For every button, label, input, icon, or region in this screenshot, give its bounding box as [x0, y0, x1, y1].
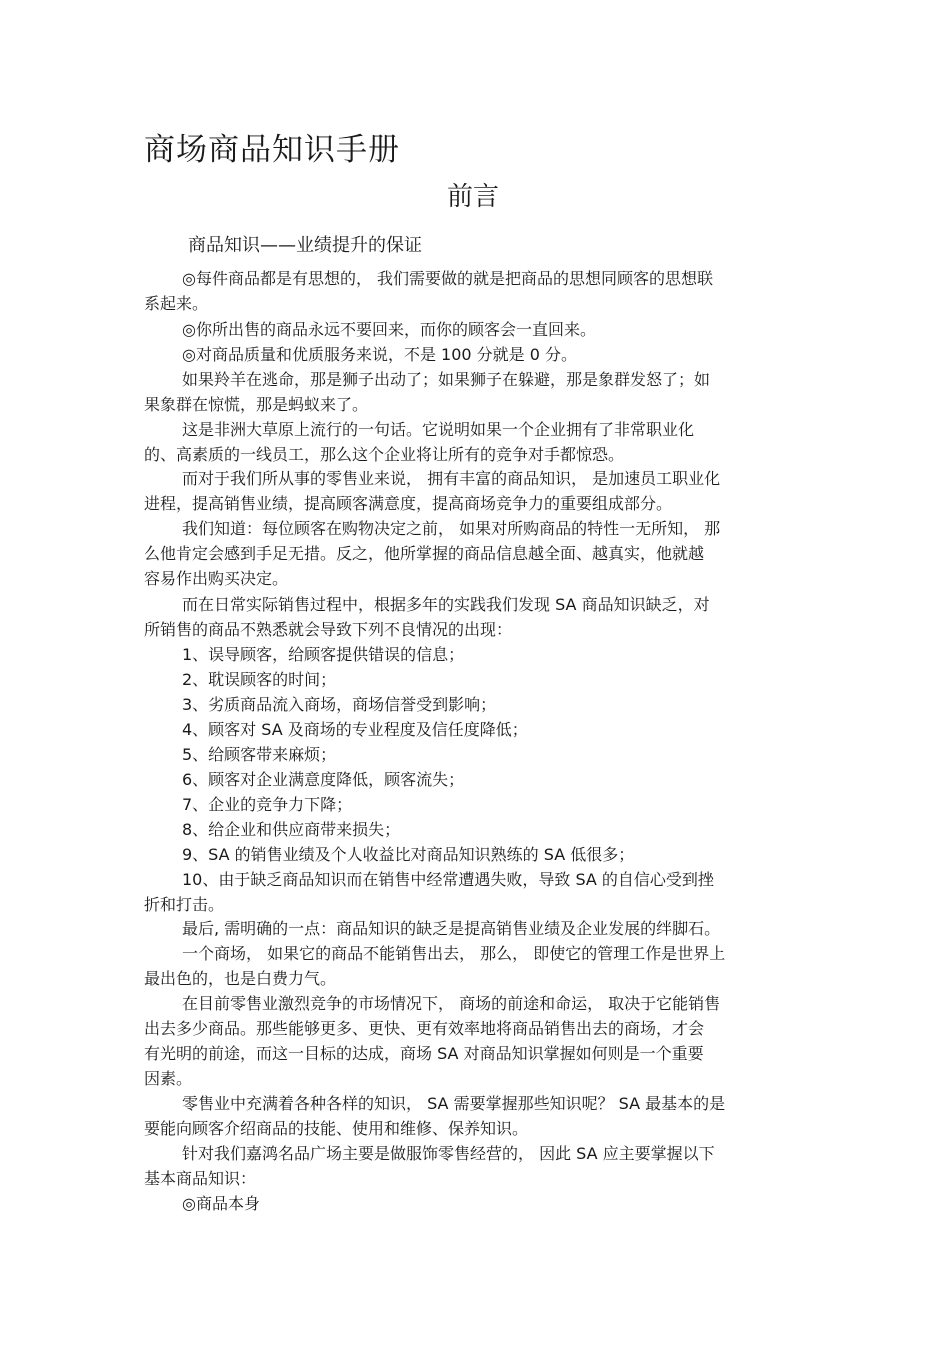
list-item: 9、SA 的销售业绩及个人收益比对商品知识熟练的 SA 低很多； — [182, 845, 635, 864]
text-line: 系起来。 — [144, 294, 209, 313]
text-line: 一个商场， 如果它的商品不能销售出去， 那么， 即使它的管理工作是世界上 — [182, 944, 726, 963]
text-line: 折和打击。 — [144, 895, 225, 914]
list-item: 10、由于缺乏商品知识而在销售中经常遭遇失败，导致 SA 的自信心受到挫 — [182, 870, 714, 889]
text-line: 有光明的前途，而这一目标的达成，商场 SA 对商品知识掌握如何则是一个重要 — [144, 1044, 704, 1063]
text-line: 进程，提高销售业绩，提高顾客满意度，提高商场竞争力的重要组成部分。 — [144, 494, 673, 513]
text-line: 在目前零售业激烈竞争的市场情况下， 商场的前途和命运， 取决于它能销售 — [182, 994, 721, 1013]
text-line: 要能向顾客介绍商品的技能、使用和维修、保养知识。 — [144, 1119, 529, 1138]
text-line: 果象群在惊慌，那是蚂蚁来了。 — [144, 395, 369, 414]
list-item: 7、企业的竞争力下降； — [182, 795, 353, 814]
text-line: 因素。 — [144, 1069, 193, 1088]
text-line: ◎商品本身 — [182, 1194, 260, 1213]
list-item: 6、顾客对企业满意度降低，顾客流失； — [182, 770, 465, 789]
list-item: 3、劣质商品流入商场，商场信誉受到影响； — [182, 695, 497, 714]
text-line: 么他肯定会感到手足无措。反之，他所掌握的商品信息越全面、越真实，他就越 — [144, 544, 705, 563]
list-item: 4、顾客对 SA 及商场的专业程度及信任度降低； — [182, 720, 528, 739]
list-item: 2、耽误顾客的时间； — [182, 670, 337, 689]
text-line: 所销售的商品不熟悉就会导致下列不良情况的出现： — [144, 620, 513, 639]
text-line: 这是非洲大草原上流行的一句话。它说明如果一个企业拥有了非常职业化 — [182, 420, 695, 439]
text-line: 而对于我们所从事的零售业来说， 拥有丰富的商品知识， 是加速员工职业化 — [182, 469, 721, 488]
text-line: 如果羚羊在逃命，那是狮子出动了；如果狮子在躲避，那是象群发怒了；如 — [182, 370, 711, 389]
text-line: ◎你所出售的商品永远不要回来，而你的顾客会一直回来。 — [182, 320, 596, 339]
text-line: 基本商品知识： — [144, 1169, 257, 1188]
document-title: 商场商品知识手册 — [144, 132, 400, 168]
text-line: 最出色的，也是白费力气。 — [144, 969, 337, 988]
text-line: 的、高素质的一线员工，那么这个企业将让所有的竞争对手都惊恐。 — [144, 445, 625, 464]
text-line: ◎对商品质量和优质服务来说，不是 100 分就是 0 分。 — [182, 345, 578, 364]
list-item: 8、给企业和供应商带来损失； — [182, 820, 401, 839]
list-item: 5、给顾客带来麻烦； — [182, 745, 337, 764]
text-line: 出去多少商品。那些能够更多、更快、更有效率地将商品销售出去的商场，才会 — [144, 1019, 705, 1038]
text-line: 零售业中充满着各种各样的知识， SA 需要掌握那些知识呢？ SA 最基本的是 — [182, 1094, 726, 1113]
text-line: ◎每件商品都是有思想的， 我们需要做的就是把商品的思想同顾客的思想联 — [182, 269, 714, 288]
section-subheading: 商品知识——业绩提升的保证 — [188, 235, 422, 256]
text-line: 针对我们嘉鸿名品广场主要是做服饰零售经营的， 因此 SA 应主要掌握以下 — [182, 1144, 715, 1163]
text-line: 容易作出购买决定。 — [144, 569, 289, 588]
list-item: 1、误导顾客，给顾客提供错误的信息； — [182, 645, 465, 664]
text-line: 我们知道：每位顾客在购物决定之前， 如果对所购商品的特性一无所知， 那 — [182, 519, 721, 538]
preface-heading: 前言 — [447, 182, 500, 212]
text-line: 最后, 需明确的一点：商品知识的缺乏是提高销售业绩及企业发展的绊脚石。 — [182, 919, 721, 938]
text-line: 而在日常实际销售过程中，根据多年的实践我们发现 SA 商品知识缺乏，对 — [182, 595, 710, 614]
